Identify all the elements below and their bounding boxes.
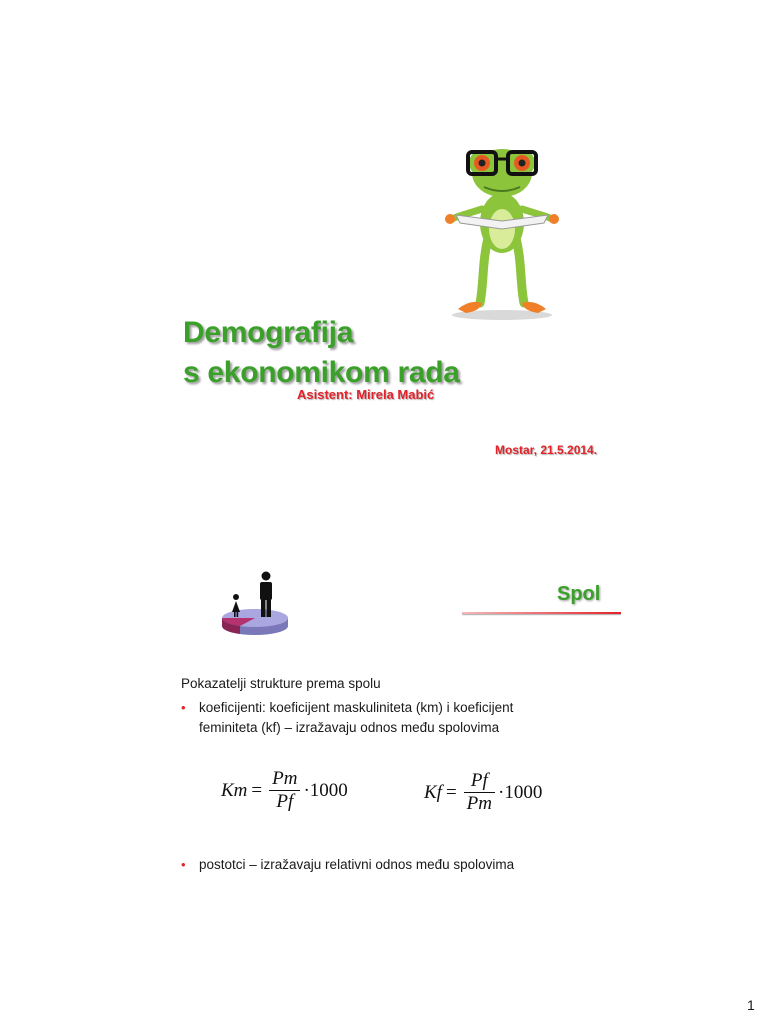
formula-fraction — [464, 770, 495, 815]
bullet-text-line: koeficijenti: koeficijent maskuliniteta (km) i koeficijent — [199, 700, 514, 715]
bullet-dot-icon: • — [181, 857, 186, 872]
presentation-title-line2: s ekonomikom rada — [183, 356, 460, 389]
formula-lhs: Km — [221, 779, 248, 801]
title-underline-divider — [462, 612, 621, 614]
formula-equals: = — [445, 781, 457, 803]
gender-pie-people-icon — [218, 568, 292, 638]
section-title: Spol — [557, 583, 601, 605]
assistant-name: Asistent: Mirela Mabić — [297, 387, 435, 402]
formula-times: · — [303, 779, 310, 801]
formula-fraction — [269, 768, 300, 813]
formula-denominator: Pm — [466, 793, 492, 814]
bullet-dot-icon: • — [181, 700, 186, 715]
place-and-date: Mostar, 21.5.2014. — [495, 443, 598, 457]
formula-numerator: Pf — [470, 770, 488, 791]
formula-femininity-coefficient — [424, 770, 542, 815]
formula-numerator: Pm — [272, 768, 298, 789]
section-intro-text: Pokazatelji strukture prema spolu — [181, 676, 381, 691]
bullet-text-line: feminiteta (kf) – izražavaju odnos među spolovima — [199, 720, 500, 735]
page-number: 1 — [747, 997, 755, 1013]
formula-factor: 1000 — [309, 779, 348, 801]
bullet-text-line: postotci – izražavaju relativni odnos među spolovima — [199, 857, 515, 872]
formula-masculinity-coefficient — [221, 768, 348, 813]
formula-equals: = — [251, 779, 263, 801]
frog-with-glasses-illustration — [436, 143, 568, 321]
formula-denominator: Pf — [276, 791, 294, 812]
presentation-title-line1: Demografija — [183, 316, 354, 349]
formula-times: · — [498, 781, 505, 803]
formula-lhs: Kf — [424, 781, 442, 803]
bullet-item-percentages — [181, 855, 514, 875]
bullet-item-coefficients — [181, 698, 513, 738]
formula-factor: 1000 — [504, 781, 543, 803]
